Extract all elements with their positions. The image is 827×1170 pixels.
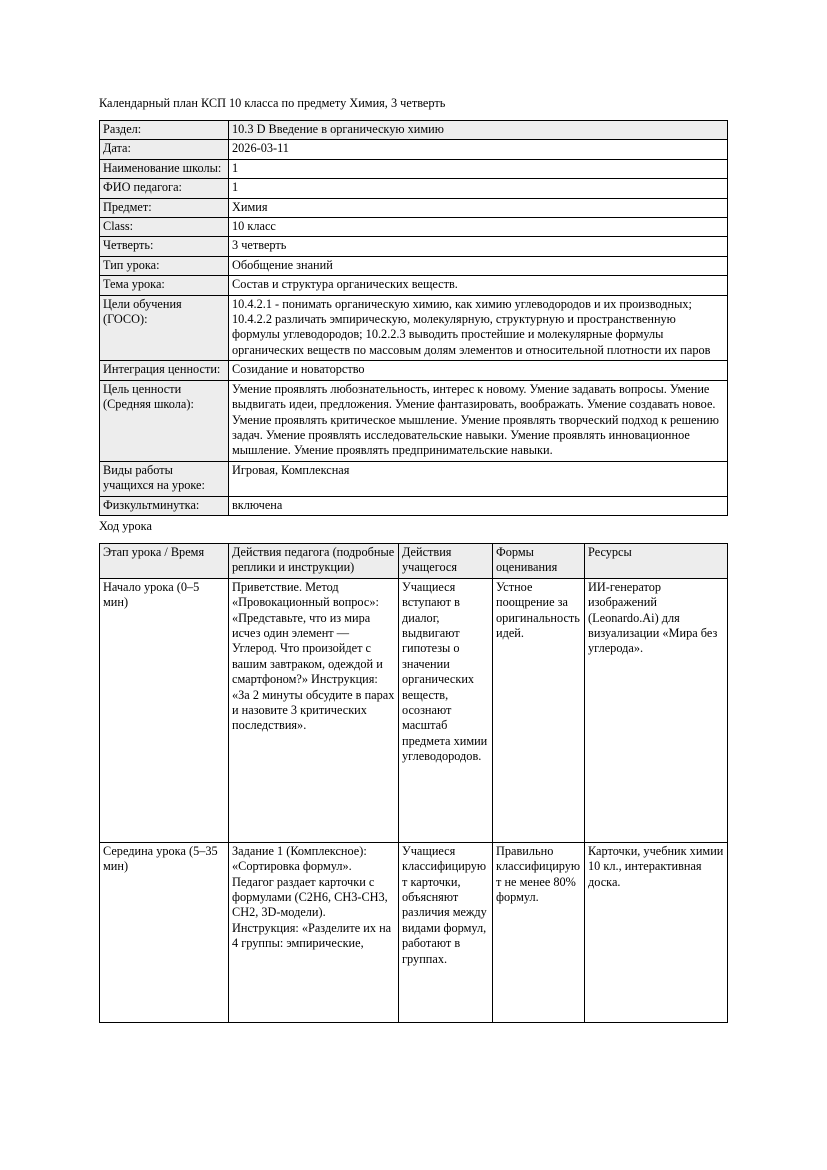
info-label: Цели обучения (ГОСО): xyxy=(100,295,229,361)
table-row xyxy=(100,276,728,295)
lesson-info-table xyxy=(99,120,728,516)
table-row xyxy=(100,121,728,140)
lesson-flow-heading: Ход урока xyxy=(99,518,152,533)
info-value: Созидание и новаторство xyxy=(229,361,728,380)
info-value: Химия xyxy=(229,198,728,217)
info-value: 2026-03-11 xyxy=(229,140,728,159)
lesson-flow-body xyxy=(100,578,728,1022)
info-label: Раздел: xyxy=(100,121,229,140)
table-row xyxy=(100,380,728,461)
info-value: 10.4.2.1 - понимать органическую химию, как химию углеводородов и их производных; 10.4.2.2 различать эмпирическую, молекулярную, структурную и пространственную формулы углеводородов; 10.2.2.3 выводить простейшие и молекулярные формулы органических веществ по массовым долям элементов и относительной плотности их паров xyxy=(229,295,728,361)
cell-stage: Начало урока (0–5 мин) xyxy=(100,578,229,842)
cell-resources: Карточки, учебник химии 10 кл., интерактивная доска. xyxy=(585,842,728,1022)
info-label: Цель ценности (Средняя школа): xyxy=(100,380,229,461)
cell-student-actions: Учащиеся классифицируют карточки, объясняют различия между видами формул, работают в группах. xyxy=(399,842,493,1022)
page-title: Календарный план КСП 10 класса по предмету Химия, 3 четверть xyxy=(99,96,446,110)
info-label: Интеграция ценности: xyxy=(100,361,229,380)
table-row xyxy=(100,159,728,178)
cell-resources: ИИ-генератор изображений (Leonardo.Ai) для визуализации «Мира без углерода». xyxy=(585,578,728,842)
lesson-flow-header xyxy=(100,543,728,578)
info-label: Виды работы учащихся на уроке: xyxy=(100,461,229,496)
table-row xyxy=(100,461,728,496)
cell-student-actions: Учащиеся вступают в диалог, выдвигают гипотезы о значении органических веществ, осознают масштаб предмета химии углеводородов. xyxy=(399,578,493,842)
info-value: Состав и структура органических веществ. xyxy=(229,276,728,295)
table-row xyxy=(100,218,728,237)
table-row xyxy=(100,198,728,217)
cell-teacher-actions: Задание 1 (Комплексное): «Сортировка формул». Педагог раздает карточки с формулами (C2H6, CH3-CH3, CH2, 3D-модели). Инструкция: «Разделите их на 4 группы: эмпирические, xyxy=(229,842,399,1022)
cell-assessment: Правильно классифицируют не менее 80% формул. xyxy=(493,842,585,1022)
info-value: включена xyxy=(229,496,728,515)
table-row xyxy=(100,295,728,361)
table-row xyxy=(100,361,728,380)
table-row xyxy=(100,578,728,842)
info-label: Предмет: xyxy=(100,198,229,217)
table-row xyxy=(100,496,728,515)
cell-assessment: Устное поощрение за оригинальность идей. xyxy=(493,578,585,842)
info-label: Четверть: xyxy=(100,237,229,256)
info-value: 3 четверть xyxy=(229,237,728,256)
table-row xyxy=(100,842,728,1022)
info-value: 10 класс xyxy=(229,218,728,237)
table-row xyxy=(100,237,728,256)
info-value: 10.3 D Введение в органическую химию xyxy=(229,121,728,140)
column-header-teacher-actions: Действия педагога (подробные реплики и инструкции) xyxy=(229,543,399,578)
info-label: Тип урока: xyxy=(100,256,229,275)
table-row xyxy=(100,179,728,198)
info-label: Наименование школы: xyxy=(100,159,229,178)
column-header-student-actions: Действия учащегося xyxy=(399,543,493,578)
info-label: ФИО педагога: xyxy=(100,179,229,198)
cell-stage: Середина урока (5–35 мин) xyxy=(100,842,229,1022)
info-label: Физкультминутка: xyxy=(100,496,229,515)
cell-teacher-actions: Приветствие. Метод «Провокационный вопрос»: «Представьте, что из мира исчез один элемент — Углерод. Что произойдет с вашим завтраком, одеждой и смартфоном?» Инструкция: «За 2 минуты обсудите в парах и назовите 3 критических последствия». xyxy=(229,578,399,842)
column-header-stage: Этап урока / Время xyxy=(100,543,229,578)
info-label: Дата: xyxy=(100,140,229,159)
info-value: Игровая, Комплексная xyxy=(229,461,728,496)
info-label: Тема урока: xyxy=(100,276,229,295)
info-value: Обобщение знаний xyxy=(229,256,728,275)
info-label: Class: xyxy=(100,218,229,237)
column-header-assessment: Формы оценивания xyxy=(493,543,585,578)
table-row xyxy=(100,140,728,159)
table-header-row xyxy=(100,543,728,578)
info-value: 1 xyxy=(229,159,728,178)
info-value: 1 xyxy=(229,179,728,198)
info-value: Умение проявлять любознательность, интерес к новому. Умение задавать вопросы. Умение выдвигать идеи, предложения. Умение фантазировать, воображать. Умение создавать новое. Умение проявлять критическое мышление. Умение проявлять творческий подход к решению задач. Умение проявлять исследовательские навыки. Умение проявлять инновационное мышление. Умение проявлять предпринимательские навыки. xyxy=(229,380,728,461)
lesson-flow-table xyxy=(99,543,728,1023)
table-row xyxy=(100,256,728,275)
lesson-info-body xyxy=(100,121,728,516)
column-header-resources: Ресурсы xyxy=(585,543,728,578)
